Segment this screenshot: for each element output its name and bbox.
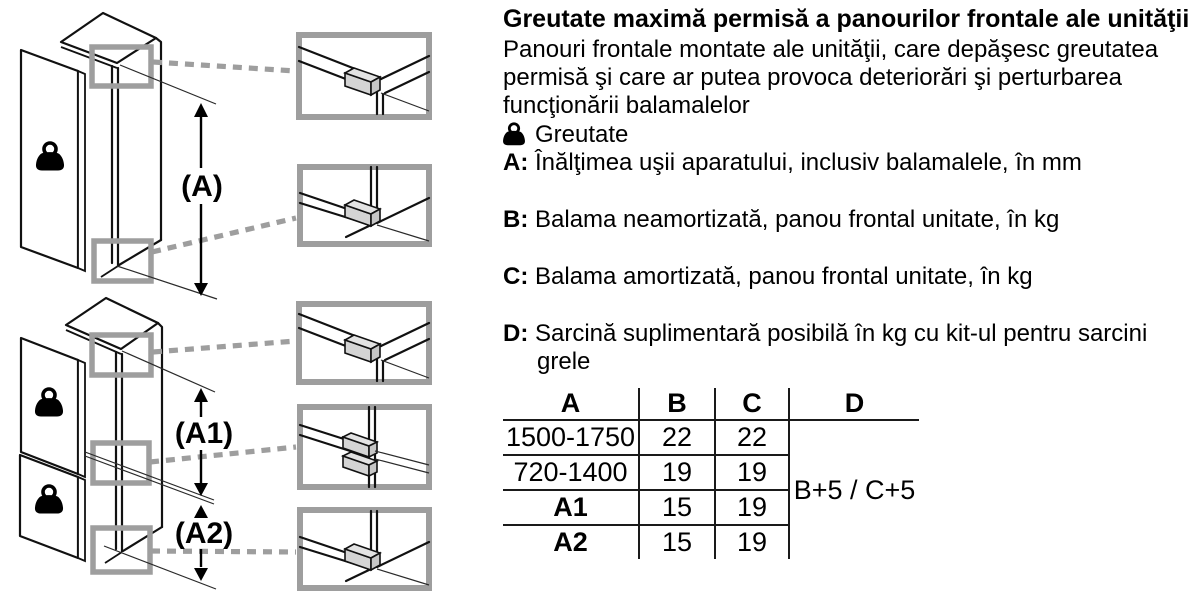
table-header-d: D [789,388,919,420]
spec-table [503,388,919,559]
callout-dashed-line [153,62,296,71]
table-row: 720-1400 19 19 [503,455,919,490]
callout-dashed-line [152,218,296,252]
installation-diagrams [0,0,500,600]
page-title: Greutate maximă permisă a panourilor frontale ale unităţii [503,5,1190,33]
legend-item-c: C: Balama amortizată, panou frontal unitate, în kg [503,263,1033,290]
weight-legend-row [503,122,1195,148]
single-door-unit-diagram [21,13,429,299]
door-panel [21,50,85,271]
weight-legend-label: Greutate [535,121,629,148]
legend-item-b: B: Balama neamortizată, panou frontal unitate, în kg [503,206,1060,233]
dimension-label-a1: (A1) [174,417,234,450]
table-header-c: C [715,388,789,420]
table-row: A1 15 19 [503,490,919,525]
intro-paragraph: Panouri frontale montate ale unităţii, care depăşesc greutatea permisă şi care ar putea provoca deteriorări şi perturbarea funcţionării balamalelor [503,36,1159,119]
weight-icon [503,121,525,149]
door-panel-upper [21,338,85,477]
table-row: A2 15 19 [503,525,919,559]
table-header-row [503,388,919,420]
dimension-label-a: (A) [181,170,223,203]
table-header-b: B [639,388,715,420]
callout-dashed-line [151,551,296,552]
callout-dashed-line [153,341,296,352]
dimension-label-a2: (A2) [174,517,234,550]
table-row: 1500-1750 22 22 B+5 / C+5 [503,420,919,455]
table-cell-d-merged: B+5 / C+5 [793,474,916,505]
legend-item-a: A: Înălţimea uşii aparatului, inclusiv balamalele, în mm [503,149,1082,176]
double-door-unit-diagram [20,298,429,589]
dimension-a [117,65,223,299]
table-header-a: A [503,388,639,420]
legend-item-d: D: Sarcină suplimentară posibilă în kg cu kit-ul pentru sarcini grele [503,320,1148,375]
text-column [503,5,1195,559]
dimension-a2 [104,505,233,589]
